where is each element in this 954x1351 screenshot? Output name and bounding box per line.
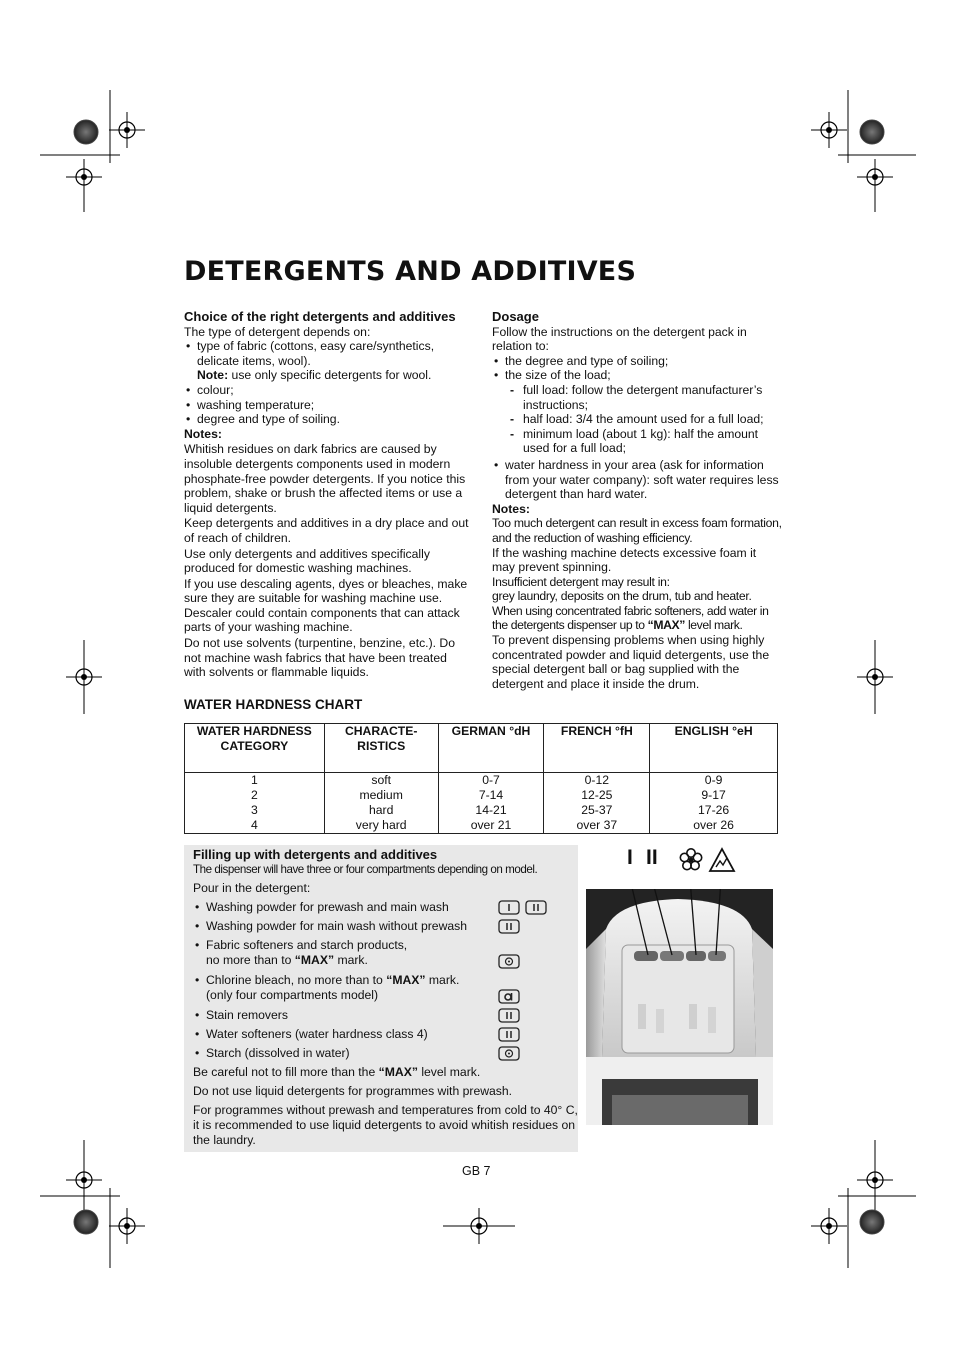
table-cell: 17-26 <box>650 803 778 818</box>
table-cell: 0-12 <box>544 773 650 789</box>
paragraph: If you use descaling agents, dyes or bleaches, make sure they are suitable for washing machine use. Descaler could contain components that can attack parts of your washing machine. <box>184 576 468 635</box>
table-header: WATER HARDNESS CATEGORY <box>185 724 325 773</box>
dispenser-illustration <box>586 889 773 1125</box>
note: Too much detergent can result in excess foam formation, and the reduction of washing efficiency. <box>492 516 782 545</box>
bleach-triangle-icon <box>708 847 736 873</box>
filling-subtitle: The dispenser will have three or four compartments depending on model. <box>193 863 538 876</box>
table-header: GERMAN °dH <box>438 724 544 773</box>
compartment-2-icon <box>525 899 547 915</box>
paragraph: Keep detergents and additives in a dry place and out of reach of children. <box>184 516 469 545</box>
list-item: • Washing powder for prewash and main wash <box>193 900 578 919</box>
chart-title: WATER HARDNESS CHART <box>184 697 363 712</box>
dispenser-photo <box>586 889 773 1125</box>
list-item: • Washing powder for main wash without prewash <box>193 919 578 938</box>
table-cell: 9-17 <box>650 788 778 803</box>
notes-heading: Notes: <box>492 501 530 516</box>
table-cell: over 37 <box>544 818 650 834</box>
table-cell: very hard <box>324 818 438 834</box>
table-cell: hard <box>324 803 438 818</box>
flower-icon <box>498 953 520 969</box>
table-row <box>185 773 778 789</box>
softener-note: When using concentrated fabric softeners, add water in the detergents dispenser up to “MAX” level mark. <box>492 603 769 633</box>
compartment-label-2: II <box>646 846 658 869</box>
table-row <box>185 803 778 818</box>
programmes-note: For programmes without prewash and temperatures from cold to 40° C, it is recommended to use liquid detergents to avoid whitish residues on the laundry. <box>193 1103 578 1147</box>
table-cell: 0-7 <box>438 773 544 789</box>
table-cell: 4 <box>185 818 325 834</box>
dosage-heading: Dosage <box>492 309 539 324</box>
table-cell: over 26 <box>650 818 778 834</box>
table-cell: 25-37 <box>544 803 650 818</box>
bleach-icon <box>498 988 520 1004</box>
list-item: • Stain removers <box>193 1008 578 1027</box>
list-item: • degree and type of soiling. <box>184 412 469 427</box>
table-cell: 2 <box>185 788 325 803</box>
table-cell: 12-25 <box>544 788 650 803</box>
no-liquid-note: Do not use liquid detergents for programmes with prewash. <box>193 1084 513 1098</box>
table-cell: 7-14 <box>438 788 544 803</box>
table-row <box>185 818 778 834</box>
list-item: • type of fabric (cottons, easy care/synthetics, delicate items, wool). Note: use only specific detergents for wool. <box>184 339 469 383</box>
note: grey laundry, deposits on the drum, tub and heater. <box>492 589 752 604</box>
list-item: • the size of the load; <box>492 368 782 383</box>
filling-content <box>193 847 578 1148</box>
table-header: CHARACTE- RISTICS <box>324 724 438 773</box>
compartment-1-icon <box>498 899 520 915</box>
page-number: GB 7 <box>462 1164 491 1178</box>
paragraph: Use only detergents and additives specifically produced for domestic washing machines. <box>184 546 430 576</box>
choice-heading: Choice of the right detergents and additives <box>184 309 456 324</box>
right-column <box>492 310 782 691</box>
table-cell: over 21 <box>438 818 544 834</box>
list-item: • Water softeners (water hardness class 4) <box>193 1027 578 1046</box>
compartment-label-1: I <box>627 846 633 869</box>
list-item: • the degree and type of soiling; <box>492 354 782 369</box>
list-item: • Chlorine bleach, no more than to “MAX” mark. (only four compartments model) <box>193 973 578 1008</box>
compartment-2-icon <box>498 918 520 934</box>
flower-icon <box>498 1045 520 1061</box>
table-cell: 1 <box>185 773 325 789</box>
choice-intro: The type of detergent depends on: <box>184 324 371 339</box>
paragraph: Whitish residues on dark fabrics are caused by insoluble detergents components used in modern phosphate-free powder detergents. If you notice this problem, shake or brush the affected items or use a liquid detergents. <box>184 442 466 515</box>
notes-heading: Notes: <box>184 426 222 441</box>
compartment-2-icon <box>498 1026 520 1042</box>
table-row <box>185 788 778 803</box>
paragraph: Do not use solvents (turpentine, benzine, etc.). Do not machine wash fabrics that have been treated with solvents or flammable liquids. <box>184 636 455 680</box>
sub-item: - half load: 3/4 the amount used for a full load; <box>492 412 782 427</box>
table-cell: medium <box>324 788 438 803</box>
paragraph: To prevent dispensing problems when using highly concentrated powder and liquid detergents, use the special detergent ball or bag supplied with the detergent and place it inside the drum. <box>492 633 770 691</box>
dispenser-symbols <box>624 846 764 874</box>
page-title: DETERGENTS AND ADDITIVES <box>184 256 637 287</box>
table-header-row <box>185 724 778 773</box>
sub-item: - full load: follow the detergent manufacturer’s instructions; <box>492 383 782 412</box>
list-item: • colour; <box>184 383 469 398</box>
list-item: • Starch (dissolved in water) <box>193 1046 578 1065</box>
table-cell: soft <box>324 773 438 789</box>
water-hardness-table <box>184 723 778 834</box>
table-cell: 3 <box>185 803 325 818</box>
table-cell: 0-9 <box>650 773 778 789</box>
list-item: • washing temperature; <box>184 398 469 413</box>
note: If the washing machine detects excessive foam it may prevent spinning. <box>492 545 757 575</box>
compartment-2-icon <box>498 1007 520 1023</box>
dosage-intro: Follow the instructions on the detergent pack in relation to: <box>492 324 747 354</box>
list-item: • water hardness in your area (ask for information from your water company): soft water requires less detergent than hard water. <box>492 458 782 502</box>
sub-item: - minimum load (about 1 kg): half the amount used for a full load; <box>492 427 782 456</box>
note: Insufficient detergent may result in: <box>492 574 670 589</box>
softener-flower-icon <box>678 847 704 873</box>
filling-heading: Filling up with detergents and additives <box>193 847 438 862</box>
pour-label: Pour in the detergent: <box>193 881 311 895</box>
list-item: • Fabric softeners and starch products, no more than to “MAX” mark. <box>193 938 578 973</box>
table-header: FRENCH °fH <box>544 724 650 773</box>
careful-note: Be careful not to fill more than the “MAX” level mark. <box>193 1065 481 1079</box>
table-header: ENGLISH °eH <box>650 724 778 773</box>
left-column <box>184 310 469 680</box>
table-cell: 14-21 <box>438 803 544 818</box>
